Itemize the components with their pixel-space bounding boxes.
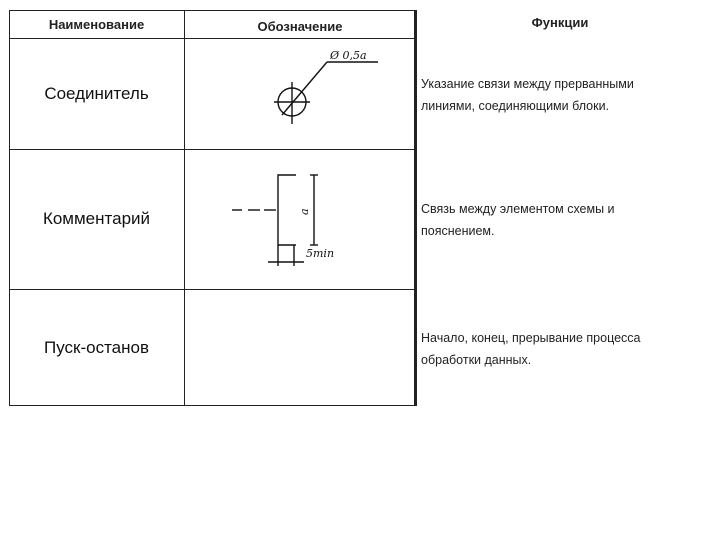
row-name-comment: Комментарий: [42, 209, 151, 228]
column-divider: [416, 10, 417, 406]
comment-side-label: a: [298, 208, 311, 215]
connector-dimension-label: Ø 0,5a: [330, 49, 367, 62]
row-function-start-stop: Начало, конец, прерывание процесса обработки данных.: [421, 331, 641, 367]
header-designation: Обозначение: [257, 18, 343, 34]
row-name-start-stop: Пуск-останов: [43, 337, 149, 357]
header-functions: Функции: [531, 14, 589, 30]
connector-symbol: [260, 48, 390, 133]
row-function-comment: Связь между элементом схемы и пояснением.: [421, 202, 615, 238]
row-name-connector: Соединитель: [44, 83, 149, 103]
comment-symbol: [228, 168, 358, 273]
header-name: Наименование: [48, 16, 145, 32]
comment-dimension-label: 5min: [306, 247, 335, 260]
row-function-connector: Указание связи между прерванными линиями, соединяющими блоки.: [421, 77, 634, 113]
